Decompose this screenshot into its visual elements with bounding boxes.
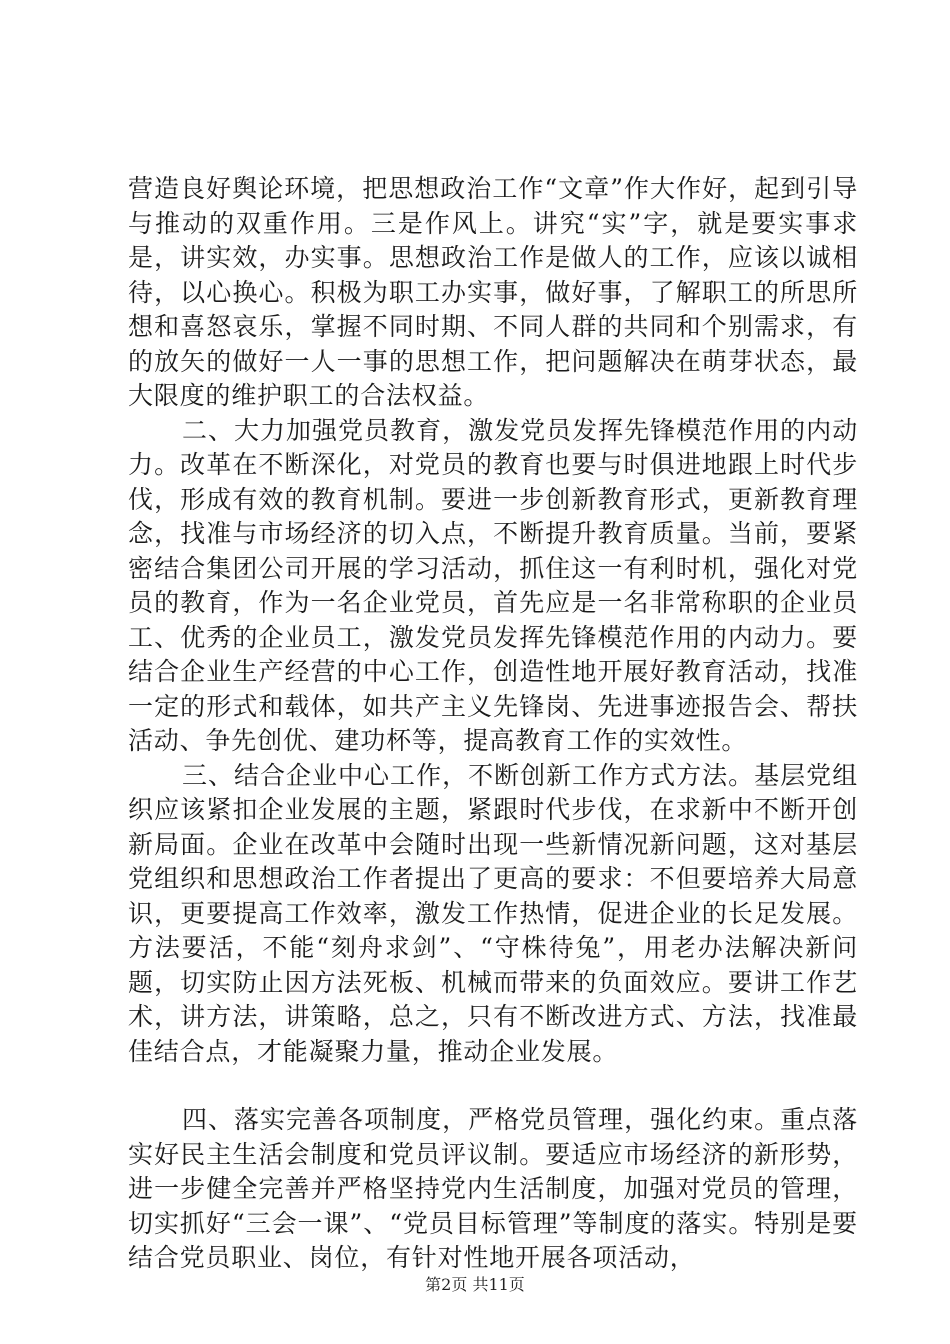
paragraph-continuation: 营造良好舆论环境，把思想政治工作“文章”作大作好，起到引导与推动的双重作用。三是作风上。讲究“实”字，就是要实事求是，讲实效，办实事。思想政治工作是做人的工作，应该以诚相待，以心换心。积极为职工办实事，做好事，了解职工的所思所想和喜怒哀乐，掌握不同时期、不同人群的共同和个别需求，有的放矢的做好一人一事的思想工作，把问题解决在萌芽状态，最大限度的维护职工的合法权益。	[128, 174, 858, 410]
paragraph-section-two: 二、大力加强党员教育，激发党员发挥先锋模范作用的内动力。改革在不断深化，对党员的教育也要与时俱进地跟上时代步伐，形成有效的教育机制。要进一步创新教育形式，更新教育理念，找准与市场经济的切入点，不断提升教育质量。当前，要紧密结合集团公司开展的学习活动，抓住这一有利时机，强化对党员的教育，作为一名企业党员，首先应是一名非常称职的企业员工、优秀的企业员工，激发党员发挥先锋模范作用的内动力。要结合企业生产经营的中心工作，创造性地开展好教育活动，找准一定的形式和载体，如共产主义先锋岗、先进事迹报告会、帮扶活动、争先创优、建功杯等，提高教育工作的实效性。	[128, 415, 858, 755]
paragraph-section-three: 三、结合企业中心工作，不断创新工作方式方法。基层党组织应该紧扣企业发展的主题，紧跟时代步伐，在求新中不断开创新局面。企业在改革中会随时出现一些新情况新问题，这对基层党组织和思想政治工作者提出了更高的要求：不但要培养大局意识，更要提高工作效率，激发工作热情，促进企业的长足发展。方法要活，不能“刻舟求剑”、“守株待兔”，用老办法解决新问题，切实防止因方法死板、机械而带来的负面效应。要讲工作艺术，讲方法，讲策略，总之，只有不断改进方式、方法，找准最佳结合点，才能凝聚力量，推动企业发展。	[128, 760, 858, 1066]
paragraph-spacer	[128, 1069, 858, 1103]
paragraph-section-four: 四、落实完善各项制度，严格党员管理，强化约束。重点落实好民主生活会制度和党员评议制。要适应市场经济的新形势，进一步健全完善并严格坚持党内生活制度，加强对党员的管理，切实抓好“三会一课”、“党员目标管理”等制度的落实。特别是要结合党员职业、岗位，有针对性地开展各项活动，	[128, 1105, 858, 1272]
page-footer: 第2页 共11页	[425, 1275, 525, 1294]
document-body	[128, 172, 858, 1276]
